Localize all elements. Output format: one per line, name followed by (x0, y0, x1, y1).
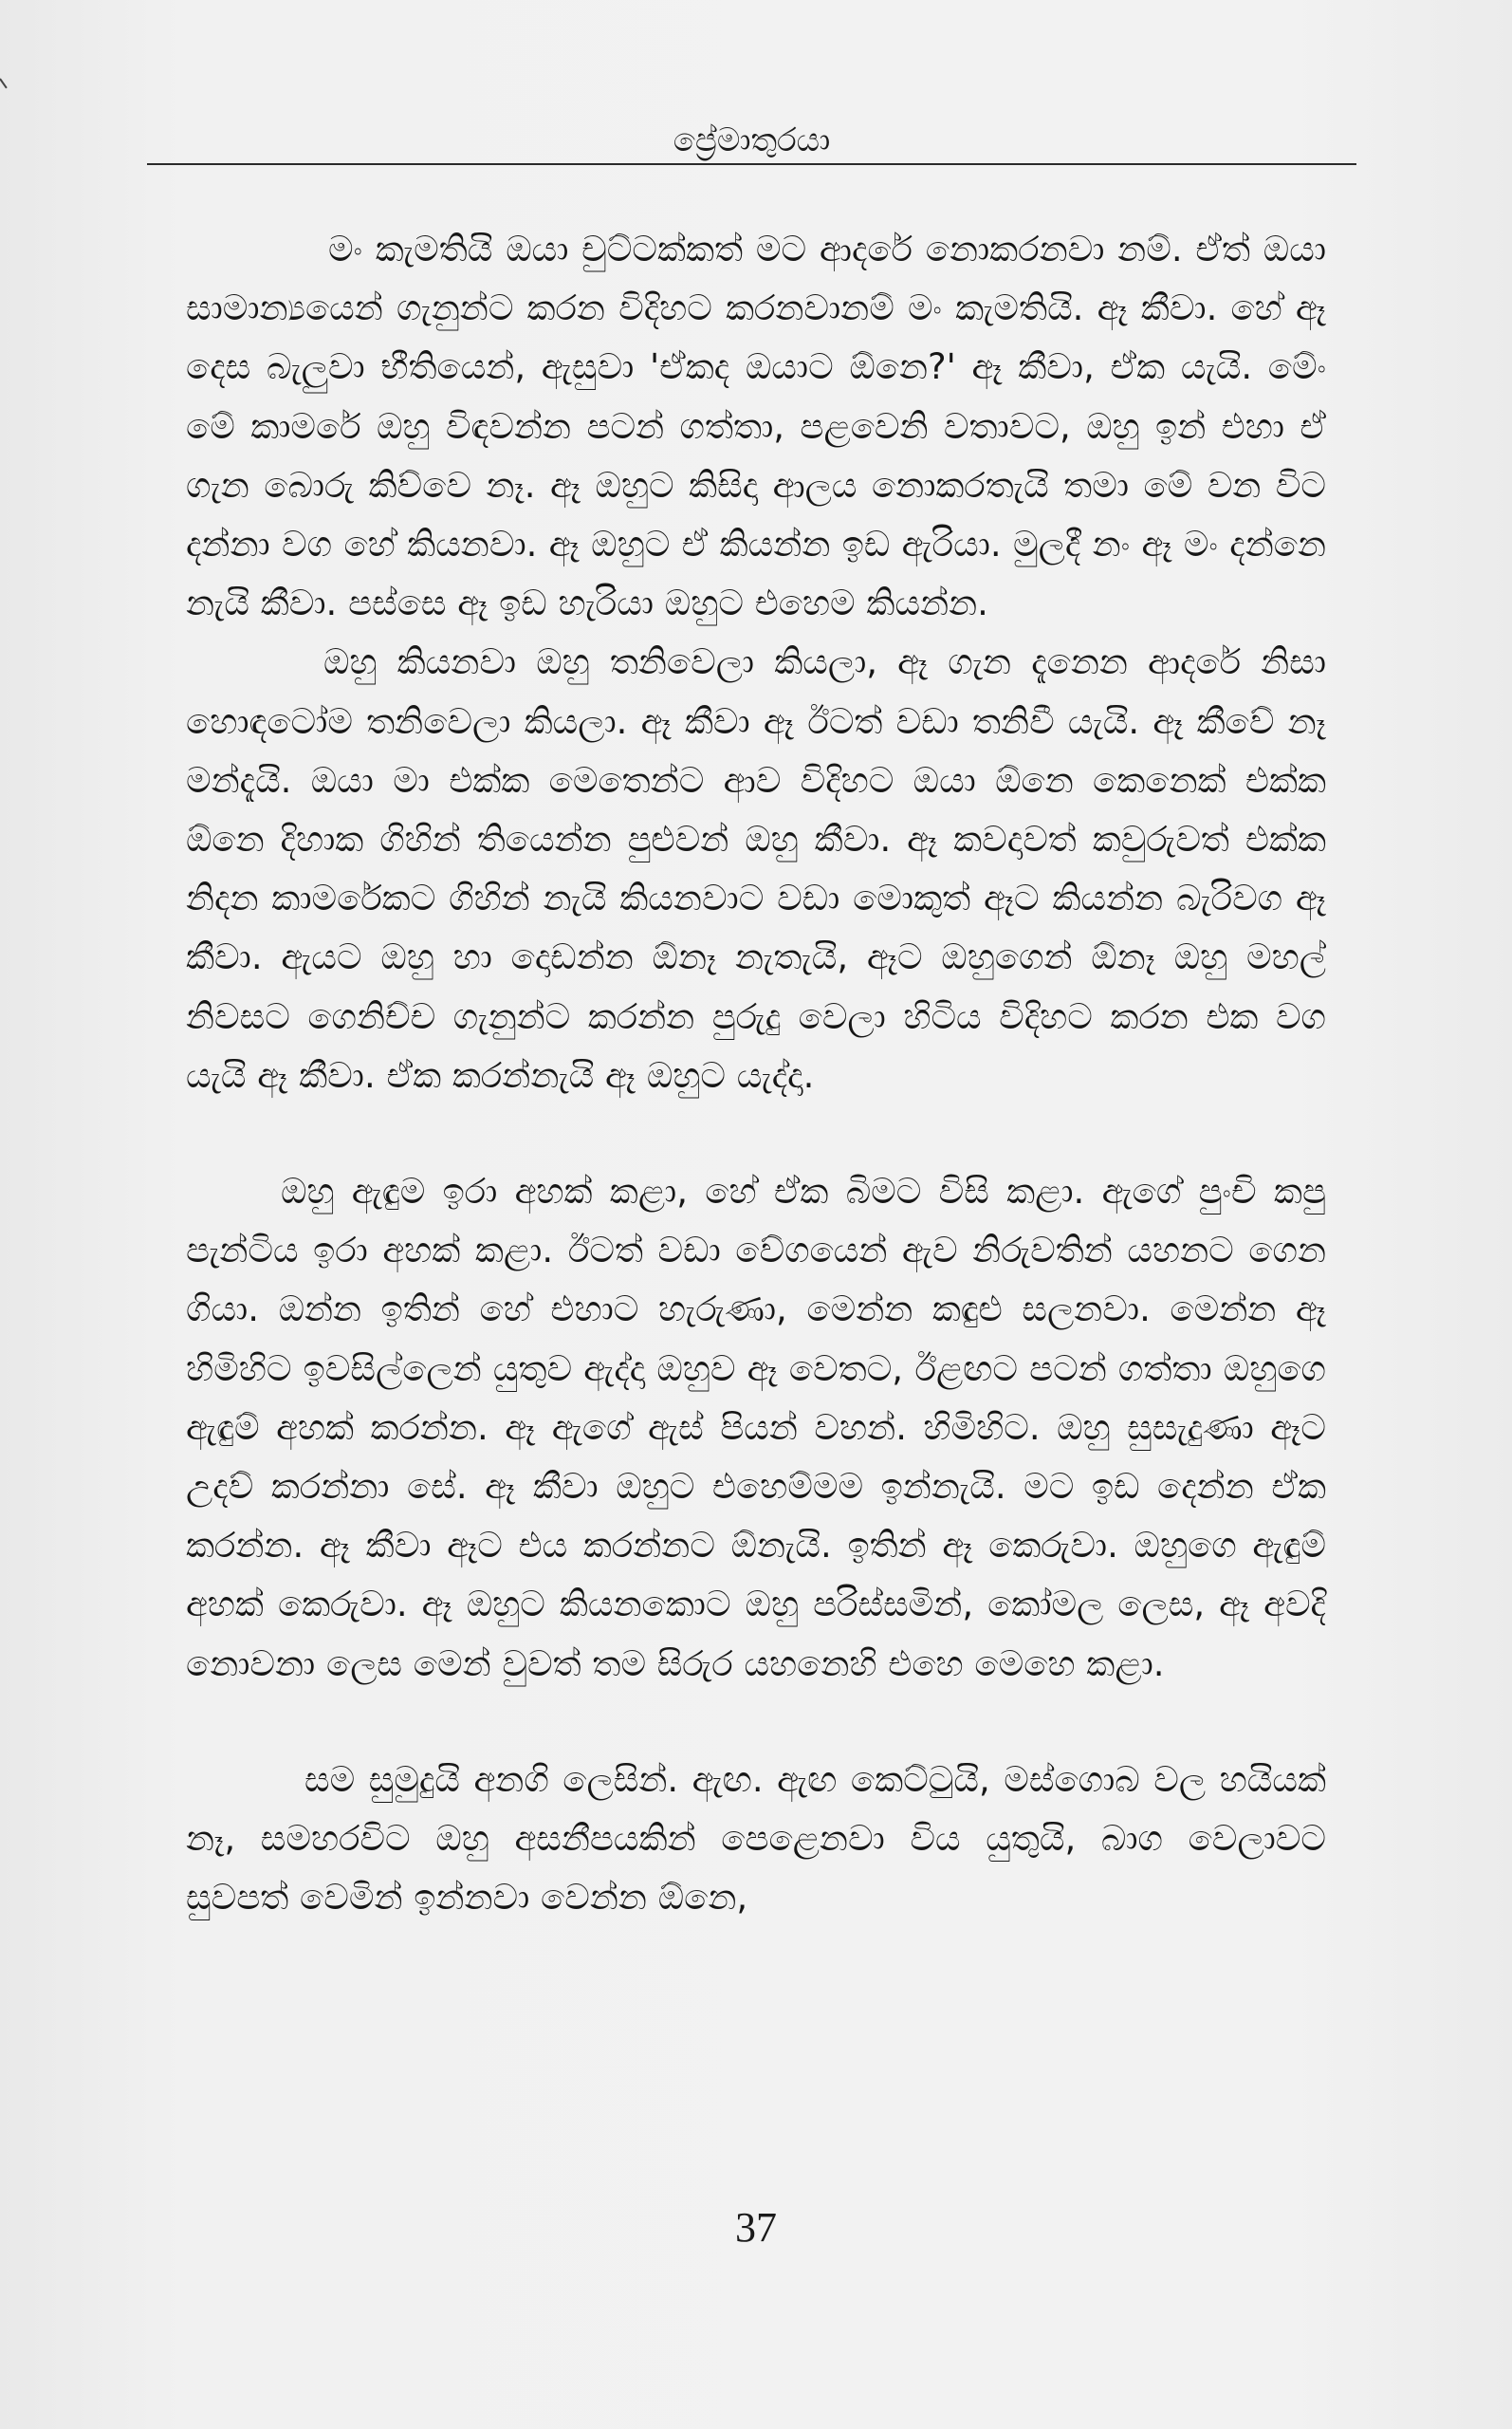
paragraph: සම සුමුදුයි අනගි ලෙසින්. ඇඟ. ඇඟ කෙට්ටුයි, මස්ගොබ වල හයියක් නෑ, සමහරවිට ඔහු අසනීපයකින් පෙළෙනවා විය යුතුයි, බාග වෙලාවට සුවපත් වෙමින් ඉන්නවා වෙන්න ඕනෙ, (186, 1758, 1326, 1919)
scan-edge-mark (0, 78, 8, 88)
paragraph: ඔහු කියනවා ඔහු තනිවෙලා කියලා, ඈ ගැන දැනෙන ආදරේ නිසා හොඳටෝම තනිවෙලා කියලා. ඈ කීවා ඈ ඊටත් වඩා තනිවී යැයි. ඈ කීවේ නෑ මන්දැයි. ඔයා මා එක්ක මෙතෙන්ට ආව විදිහට ඔයා ඕනෙ කෙනෙක් එක්ක ඕනෙ දිහාක ගිහින් තියෙන්න පුළුවන් ඔහු කීවා. ඈ කවදාවත් කවුරුවත් එක්ක නිදන කාමරේකට ගිහින් නැයි කියනවාට වඩා මොකුත් ඈට කියන්න බැරිවග ඈ කීවා. ඇයට ඔහු හා දොඩන්න ඕනෑ නැතැයි, ඈට ඔහුගෙන් ඕනෑ ඔහු මහල් නිවසට ගෙනිච්ච ගැනුන්ට කරන්න පුරුදු වෙලා හිටිය විදිහට කරන එක වග යැයි ඈ කීවා. ඒක කරන්නැයි ඈ ඔහුට යැද්දා. (186, 641, 1326, 1096)
page-number: 37 (735, 2204, 777, 2251)
running-header: ප්‍රේමාතුරයා (673, 121, 831, 159)
paragraph: ඔහු ඇඳුම ඉරා අහක් කළා, හේ ඒක බිමට විසි කළා. ඇගේ පුංචි කපු පැන්ටිය ඉරා අහක් කළා. ඊටත් වඩා වේගයෙන් ඇව නිරුවතින් යහනට ගෙන ගියා. ඔන්න ඉතින් හේ එහාට හැරුණා, මෙන්න කඳුළු සලනවා. මෙන්න ඈ හිමිහිට ඉවසිල්ලෙන් යුතුව ඇද්දා ඔහුව ඈ වෙතට, ඊළඟට පටන් ගත්තා ඔහුගෙ ඇඳුම් අහක් කරන්න. ඈ ඇගේ ඇස් පියන් වහන්. හිමිහිට. ඔහු සුසැදුණා ඈට උදව් කරන්නා සේ. ඈ කීවා ඔහුට එහෙම්මම ඉන්නැයි. මට ඉඩ දෙන්න ඒක කරන්න. ඈ කීවා ඈට එය කරන්නට ඕනැයි. ඉතින් ඈ කෙරුවා. ඔහුගෙ ඇඳුම් අහක් කෙරුවා. ඈ ඔහුට කියනකොට ඔහු පරිස්සමින්, කෝමල ලෙස, ඈ අවදි නොවනා ලෙස මෙන් වුවත් තම සිරුර යහනෙහි එහෙ මෙහෙ කළා. (186, 1171, 1326, 1684)
header-rule (147, 163, 1356, 165)
body-text (186, 220, 1326, 1927)
paragraph: මං කැමතියි ඔයා චුට්ටක්කත් මට ආදරේ නොකරනවා නම්. ඒත් ඔයා සාමාන්‍යයෙන් ගැනුන්ට කරන විදිහට කරනවානම් මං කැමතියි. ඈ කීවා. හේ ඈ දෙස බැලුවා භීතියෙන්, ඇසුවා 'ඒකද ඔයාට ඕනෙ?' ඈ කීවා, ඒක යැයි. මේං මේ කාමරේ ඔහු විඳවන්න පටන් ගත්තා, පළවෙනි වතාවට, ඔහු ඉන් එහා ඒ ගැන බොරු කිව්වෙ නෑ. ඈ ඔහුට කිසිදා ආලය නොකරතැයි තමා මේ වන විට දන්නා වග හේ කියනවා. ඈ ඔහුට ඒ කියන්න ඉඩ ඇරියා. මුලදී නං ඈ මං දන්නෙ නැයි කීවා. පස්සෙ ඈ ඉඩ හැරියා ඔහුට එහෙම කියන්න. (186, 229, 1326, 624)
